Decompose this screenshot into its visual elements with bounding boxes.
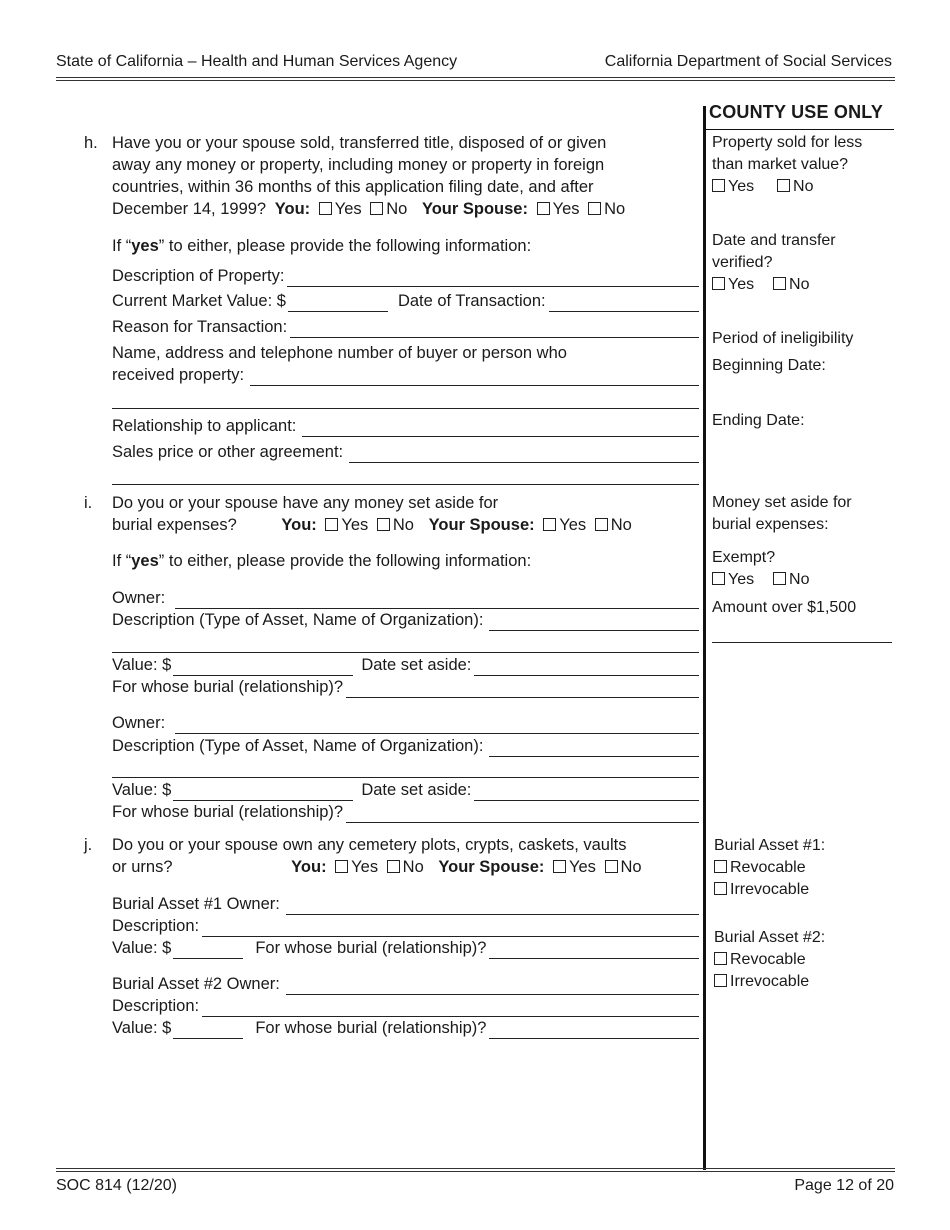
county-amount-over: Amount over $1,500 bbox=[712, 599, 857, 616]
county-burial-asset-1: Burial Asset #1: Revocable Irrevocable bbox=[714, 837, 826, 898]
j-asset2-value-field[interactable] bbox=[173, 1022, 243, 1039]
county-property-sold-yes-checkbox[interactable] bbox=[712, 179, 725, 192]
h-date-transaction-field[interactable] bbox=[549, 295, 699, 312]
i-date-set-2-field[interactable] bbox=[474, 784, 699, 801]
header-department: California Department of Social Services bbox=[604, 53, 892, 70]
j-asset1-whose-field[interactable] bbox=[489, 942, 699, 959]
i-owner-1-field[interactable]: Owner: bbox=[112, 587, 699, 609]
footer-page-number: Page 12 of 20 bbox=[794, 1177, 894, 1194]
h-you-no-checkbox[interactable] bbox=[370, 202, 383, 215]
footer-rule bbox=[56, 1168, 895, 1172]
h-if-yes-instruction: If “yes” to either, please provide the following information: bbox=[112, 237, 532, 255]
county-asset1-revocable-checkbox[interactable] bbox=[714, 860, 727, 873]
h-name-label: Name, address and telephone number of buyer or person who bbox=[112, 344, 567, 362]
h-value-date-row: Current Market Value: $ Date of Transaction: bbox=[112, 290, 699, 312]
county-use-title: COUNTY USE ONLY bbox=[709, 102, 884, 122]
county-beginning-date: Beginning Date: bbox=[712, 357, 826, 374]
county-property-sold-label: Property sold for less than market value? Yes No bbox=[712, 134, 863, 195]
j-asset2-owner-field[interactable]: Burial Asset #2 Owner: bbox=[112, 973, 699, 995]
j-asset1-owner-field[interactable]: Burial Asset #1 Owner: bbox=[112, 893, 699, 915]
county-exempt-label: Exempt? Yes No bbox=[712, 549, 810, 588]
h-sales-price-field[interactable]: Sales price or other agreement: bbox=[112, 441, 699, 463]
section-h-question: Have you or your spouse sold, transferred title, disposed of or given away any money or property, including money or property in foreign countries, within 36 months of this application filing date, and after December 14, 1999? You: Yes No Your Spouse: Yes No bbox=[112, 134, 626, 218]
i-whose-2-field[interactable]: For whose burial (relationship)? bbox=[112, 801, 699, 823]
section-j-question: Do you or your spouse own any cemetery plots, crypts, caskets, vaults or urns? You: Yes No Your Spouse: Yes No bbox=[112, 836, 642, 876]
county-column-divider bbox=[703, 106, 706, 1170]
h-spouse-yes-checkbox[interactable] bbox=[537, 202, 550, 215]
county-burial-asset-2: Burial Asset #2: Revocable Irrevocable bbox=[714, 929, 826, 990]
i-description-2-field[interactable]: Description (Type of Asset, Name of Organization): bbox=[112, 735, 699, 757]
section-i-question: Do you or your spouse have any money set aside for burial expenses? You: Yes No Your Spouse: Yes No bbox=[112, 494, 632, 534]
i-description-1-line2[interactable] bbox=[112, 652, 699, 653]
h-description-field[interactable]: Description of Property: bbox=[112, 265, 699, 287]
county-exempt-yes-checkbox[interactable] bbox=[712, 572, 725, 585]
j-asset1-value-row: Value: $ For whose burial (relationship)? bbox=[112, 937, 699, 959]
section-h-letter: h. bbox=[84, 134, 98, 152]
j-you-no-checkbox[interactable] bbox=[387, 860, 400, 873]
footer-form-number: SOC 814 (12/20) bbox=[56, 1177, 177, 1194]
header-agency: State of California – Health and Human Services Agency bbox=[56, 53, 458, 70]
j-asset2-description-field[interactable]: Description: bbox=[112, 995, 699, 1017]
i-you-yes-checkbox[interactable] bbox=[325, 518, 338, 531]
j-asset1-description-field[interactable]: Description: bbox=[112, 915, 699, 937]
h-received-property-line2[interactable] bbox=[112, 408, 699, 409]
i-value-2-field[interactable] bbox=[173, 784, 353, 801]
i-description-1-field[interactable]: Description (Type of Asset, Name of Organization): bbox=[112, 609, 699, 631]
header-rule bbox=[56, 77, 895, 81]
i-whose-1-field[interactable]: For whose burial (relationship)? bbox=[112, 676, 699, 698]
county-use-underline bbox=[705, 129, 894, 130]
county-asset1-irrevocable-checkbox[interactable] bbox=[714, 882, 727, 895]
i-you-no-checkbox[interactable] bbox=[377, 518, 390, 531]
h-relationship-field[interactable]: Relationship to applicant: bbox=[112, 415, 699, 437]
i-owner-2-field[interactable]: Owner: bbox=[112, 712, 699, 734]
section-j-letter: j. bbox=[84, 836, 93, 854]
i-value-1-field[interactable] bbox=[173, 659, 353, 676]
j-asset2-value-row: Value: $ For whose burial (relationship)? bbox=[112, 1017, 699, 1039]
h-sales-price-line2[interactable] bbox=[112, 484, 699, 485]
i-value-date-2-row: Value: $ Date set aside: bbox=[112, 779, 699, 801]
j-spouse-yes-checkbox[interactable] bbox=[553, 860, 566, 873]
county-period-label: Period of ineligibility bbox=[712, 330, 854, 347]
i-value-date-1-row: Value: $ Date set aside: bbox=[112, 654, 699, 676]
county-ending-date: Ending Date: bbox=[712, 412, 805, 429]
i-if-yes-instruction: If “yes” to either, please provide the following information: bbox=[112, 552, 532, 570]
county-exempt-no-checkbox[interactable] bbox=[773, 572, 786, 585]
h-received-property-field[interactable]: received property: bbox=[112, 364, 699, 386]
j-you-yes-checkbox[interactable] bbox=[335, 860, 348, 873]
h-you-yes-checkbox[interactable] bbox=[319, 202, 332, 215]
i-description-2-line2[interactable] bbox=[112, 777, 699, 778]
county-property-sold-no-checkbox[interactable] bbox=[777, 179, 790, 192]
county-date-verified-yes-checkbox[interactable] bbox=[712, 277, 725, 290]
h-current-value-field[interactable] bbox=[288, 295, 388, 312]
section-i-letter: i. bbox=[84, 494, 93, 512]
j-asset1-value-field[interactable] bbox=[173, 942, 243, 959]
county-date-transfer-label: Date and transfer verified? Yes No bbox=[712, 232, 836, 293]
i-date-set-1-field[interactable] bbox=[474, 659, 699, 676]
j-spouse-no-checkbox[interactable] bbox=[605, 860, 618, 873]
county-date-verified-no-checkbox[interactable] bbox=[773, 277, 786, 290]
county-asset2-irrevocable-checkbox[interactable] bbox=[714, 974, 727, 987]
county-money-label: Money set aside for burial expenses: bbox=[712, 494, 852, 533]
j-asset2-whose-field[interactable] bbox=[489, 1022, 699, 1039]
h-spouse-no-checkbox[interactable] bbox=[588, 202, 601, 215]
county-asset2-revocable-checkbox[interactable] bbox=[714, 952, 727, 965]
h-reason-field[interactable]: Reason for Transaction: bbox=[112, 316, 699, 338]
county-amount-field[interactable] bbox=[712, 642, 892, 643]
i-spouse-no-checkbox[interactable] bbox=[595, 518, 608, 531]
i-spouse-yes-checkbox[interactable] bbox=[543, 518, 556, 531]
